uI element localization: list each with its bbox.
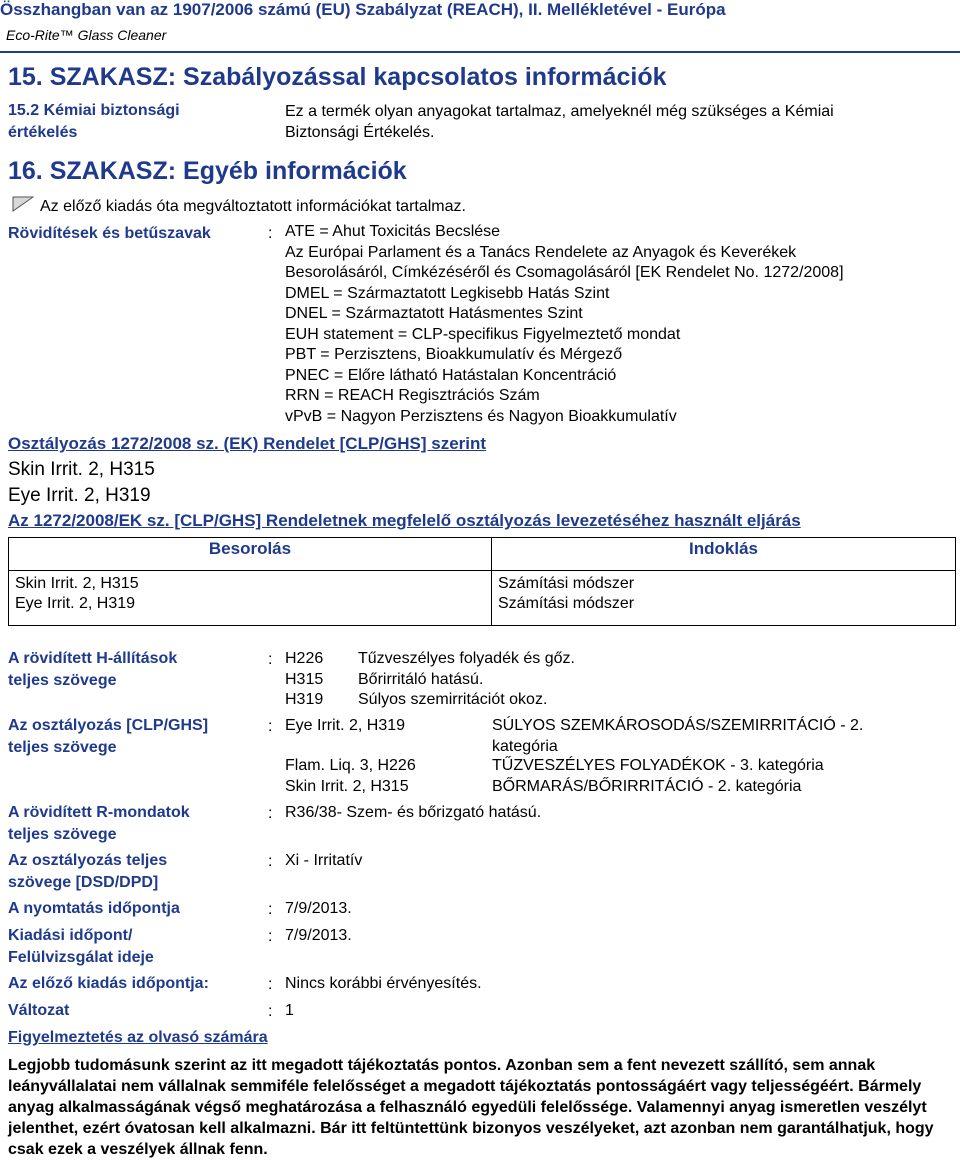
reader-notice-heading: Figyelmeztetés az olvasó számára bbox=[8, 1029, 268, 1046]
colon: : bbox=[268, 651, 273, 668]
clp-code: Eye Irrit. 2, H319 bbox=[285, 717, 406, 734]
chem-safety-label bbox=[8, 100, 180, 144]
abbreviations-label: Rövidítések és betűszavak bbox=[8, 225, 211, 242]
h-text: Bőrirritáló hatású. bbox=[358, 670, 484, 688]
colon: : bbox=[268, 225, 273, 242]
r-phrases-label bbox=[8, 802, 190, 846]
print-date-label: A nyomtatás időpontja bbox=[8, 900, 180, 917]
product-name: Eco-Rite™ Glass Cleaner bbox=[6, 27, 167, 43]
changed-info-note: Az előző kiadás óta megváltoztatott információkat tartalmaz. bbox=[40, 198, 466, 215]
r-label-line-2: teljes szövege bbox=[8, 826, 117, 843]
table-cell-reasons bbox=[492, 571, 956, 626]
h-code: H315 bbox=[285, 670, 324, 688]
abbreviation-line: PBT = Perzisztens, Bioakkumulatív és Mérgező bbox=[285, 346, 623, 363]
h-statements-label-line-1: A rövidített H-állítások bbox=[8, 650, 178, 667]
clp-code: Flam. Liq. 3, H226 bbox=[285, 757, 416, 774]
issue-label-line-1: Kiadási időpont/ bbox=[8, 927, 133, 944]
clp-text: BŐRMARÁS/BŐRIRRITÁCIÓ - 2. kategória bbox=[492, 778, 802, 795]
table-row-reason: Számítási módszer bbox=[498, 575, 635, 592]
issue-date-label bbox=[8, 925, 154, 969]
procedure-heading: Az 1272/2008/EK sz. [CLP/GHS] Rendeletnek megfelelő osztályozás levezetéséhez használt eljárás bbox=[8, 511, 801, 530]
abbreviation-line: RRN = REACH Regisztrációs Szám bbox=[285, 387, 540, 404]
header-divider bbox=[0, 51, 960, 53]
classification-item: Eye Irrit. 2, H319 bbox=[8, 485, 151, 506]
classification-list bbox=[8, 457, 155, 509]
abbreviation-line: Besorolásáról, Címkézéséről és Csomagolásáról [EK Rendelet No. 1272/2008] bbox=[285, 264, 844, 281]
colon: : bbox=[268, 853, 273, 870]
r-phrases-text: R36/38- Szem- és bőrizgató hatású. bbox=[285, 804, 542, 821]
abbreviation-line: PNEC = Előre látható Hatástalan Koncentráció bbox=[285, 366, 617, 384]
previous-issue-label: Az előző kiadás időpontja: bbox=[8, 975, 209, 992]
colon: : bbox=[268, 1003, 273, 1020]
issue-label-line-2: Felülvizsgálat ideje bbox=[8, 949, 154, 966]
clp-label-line-1: Az osztályozás [CLP/GHS] bbox=[8, 717, 209, 734]
version-label: Változat bbox=[8, 1002, 70, 1019]
version-number: 1 bbox=[285, 1002, 294, 1019]
dsd-label bbox=[8, 850, 167, 894]
abbreviations-list bbox=[285, 222, 844, 427]
chem-safety-text bbox=[285, 101, 834, 143]
table-header-classification: Besorolás bbox=[9, 538, 492, 571]
h-text: Súlyos szemirritációt okoz. bbox=[358, 691, 548, 708]
print-date: 7/9/2013. bbox=[285, 900, 352, 917]
abbreviation-line: ATE = Ahut Toxicitás Becslése bbox=[285, 223, 501, 240]
colon: : bbox=[268, 901, 273, 918]
h-code: H226 bbox=[285, 650, 324, 667]
colon: : bbox=[268, 718, 273, 735]
h-statements-label-line-2: teljes szövege bbox=[8, 672, 117, 689]
dsd-label-line-1: Az osztályozás teljes bbox=[8, 852, 168, 869]
chem-safety-text-line-1: Ez a termék olyan anyagokat tartalmaz, amelyeknél még szükséges a Kémiai bbox=[285, 103, 834, 120]
h-code: H319 bbox=[285, 691, 324, 708]
colon: : bbox=[268, 976, 273, 993]
h-statement-codes bbox=[285, 649, 323, 711]
clp-code: Skin Irrit. 2, H315 bbox=[285, 778, 409, 795]
table-row-classification: Skin Irrit. 2, H315 bbox=[15, 575, 139, 592]
abbreviation-line: Az Európai Parlament és a Tanács Rendelete az Anyagok és Keverékek bbox=[285, 243, 797, 261]
h-text: Tűzveszélyes folyadék és gőz. bbox=[358, 650, 575, 667]
colon: : bbox=[268, 805, 273, 822]
dsd-text: Xi - Irritatív bbox=[285, 852, 363, 869]
issue-date: 7/9/2013. bbox=[285, 927, 352, 944]
clp-text bbox=[492, 716, 863, 757]
table-row-classification: Eye Irrit. 2, H319 bbox=[15, 595, 136, 612]
section-16-title: 16. SZAKASZ: Egyéb információk bbox=[8, 157, 407, 185]
h-statements-label bbox=[8, 648, 177, 692]
table-header-reason: Indoklás bbox=[492, 538, 956, 571]
abbreviation-line: DMEL = Származtatott Legkisebb Hatás Szint bbox=[285, 284, 610, 302]
section-15-title: 15. SZAKASZ: Szabályozással kapcsolatos információk bbox=[8, 63, 667, 91]
clp-text: TŰZVESZÉLYES FOLYADÉKOK - 3. kategória bbox=[492, 757, 824, 774]
table-cell-classifications bbox=[9, 571, 492, 626]
abbreviation-line: EUH statement = CLP-specifikus Figyelmeztető mondat bbox=[285, 325, 681, 343]
classification-item: Skin Irrit. 2, H315 bbox=[8, 459, 155, 480]
clp-text-line: SÚLYOS SZEMKÁROSODÁS/SZEMIRRITÁCIÓ - 2. bbox=[492, 717, 864, 734]
classification-heading: Osztályozás 1272/2008 sz. (EK) Rendelet [CLP/GHS] szerint bbox=[8, 434, 487, 453]
previous-issue-text: Nincs korábbi érvényesítés. bbox=[285, 975, 482, 992]
r-label-line-1: A rövidített R-mondatok bbox=[8, 804, 190, 821]
colon: : bbox=[268, 928, 273, 945]
h-statement-texts bbox=[358, 649, 575, 711]
dsd-label-line-2: szövege [DSD/DPD] bbox=[8, 874, 159, 891]
abbreviation-line: vPvB = Nagyon Perzisztens és Nagyon Bioakkumulatív bbox=[285, 407, 677, 425]
document-header-title: Összhangban van az 1907/2006 számú (EU) Szabályzat (REACH), II. Mellékletével - Európa bbox=[0, 0, 726, 19]
clp-full-text-label bbox=[8, 715, 208, 759]
chem-safety-label-line-1: 15.2 Kémiai biztonsági bbox=[8, 102, 180, 119]
abbreviation-line: DNEL = Származtatott Hatásmentes Szint bbox=[285, 305, 583, 322]
chem-safety-label-line-2: értékelés bbox=[8, 124, 78, 141]
clp-label-line-2: teljes szövege bbox=[8, 739, 117, 756]
clp-text-line: kategória bbox=[492, 737, 558, 755]
classification-table bbox=[8, 537, 956, 626]
reader-notice-text: Legjobb tudomásunk szerint az itt megadott tájékoztatás pontos. Azonban sem a fent nevezett szállító, sem annak leányvállalatai nem vállalnak semmiféle felelősséget a megadott tájékoztatás pontosságáért vagy teljességéért. Bármely anyag alkalmasságának végső meghatározása a felhasználó egyedüli felelőssége. Valamennyi anyag ismeretlen veszélyt jelenthet, ezért óvatosan kell alkalmazni. Bár itt feltüntettünk bizonyos veszélyeket, azt azonban nem garantálhatjuk, hogy csak ezek a veszélyek állnak fenn. bbox=[8, 1057, 934, 1158]
chem-safety-text-line-2: Biztonsági Értékelés. bbox=[285, 124, 435, 141]
table-row-reason: Számítási módszer bbox=[498, 595, 635, 612]
change-marker-icon bbox=[12, 196, 34, 212]
